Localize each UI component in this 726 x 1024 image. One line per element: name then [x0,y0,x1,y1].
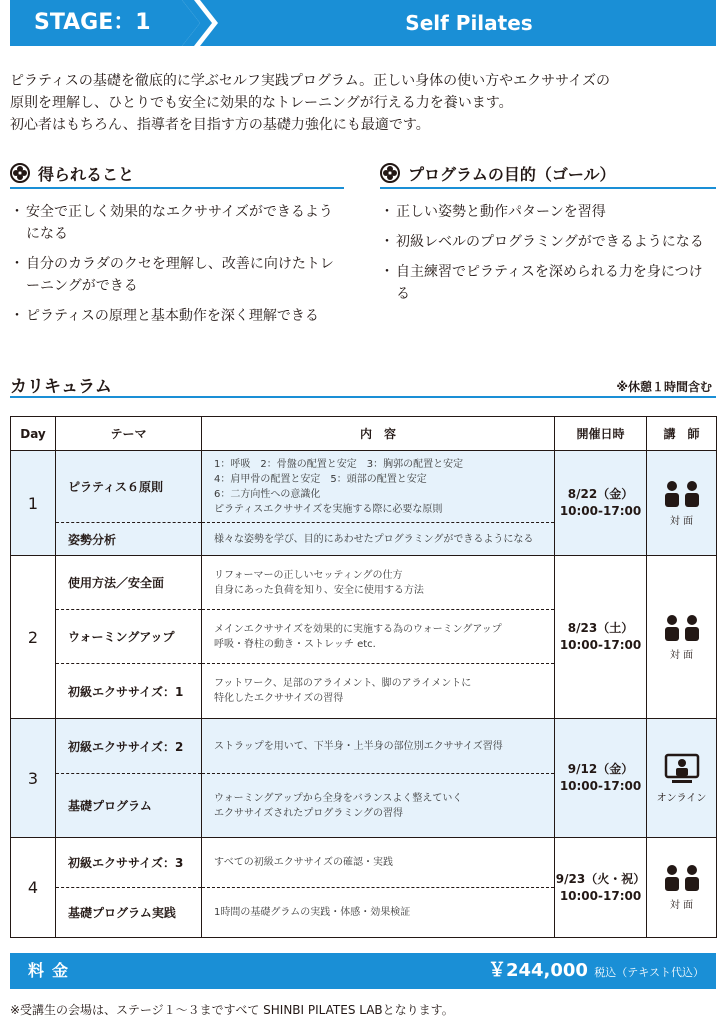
benefits-title: 得られること [38,164,135,184]
curriculum-header [10,372,716,398]
list-item: ・ ピラティスの原理と基本動作を深く理解できる [10,305,344,327]
instructor-cell: 対 面 [647,838,717,938]
day-number: 1 [11,451,56,556]
content-cell: 様々な姿勢を学び、目的にあわせたプログラミングができるようになる [202,523,555,556]
theme-cell: ピラティス６原則 [56,451,202,523]
theme-cell: 基礎プログラム実践 [56,888,202,938]
fee-price-block [488,953,704,991]
break-note: ※休憩１時間含む [616,380,712,394]
table-header-row [11,417,717,451]
two-people-icon [662,864,702,892]
benefits-section [10,163,344,335]
header-instructor: 講 師 [647,417,717,451]
bullet: ・ [380,234,394,250]
fee-price: ￥244,000 [487,960,588,981]
intro-text [10,70,716,136]
curriculum-table [10,416,717,938]
table-row [11,451,717,523]
day-number: 2 [11,556,56,719]
fee-tax-note: 税込（テキスト代込） [594,966,704,979]
content-cell: すべての初級エクササイズの確認・実践 [202,838,555,888]
curriculum-title: カリキュラム [10,377,112,397]
theme-cell: ウォーミングアップ [56,610,202,664]
two-people-icon [662,480,702,508]
day-number: 4 [11,838,56,938]
venue-footnote: ※受講生の会場は、ステージ１〜３まですべて SHINBI PILATES LABとなります。 [10,1003,454,1017]
list-item: ・ 自分のカラダのクセを理解し、改善に向けたトレーニングができる [10,253,344,297]
date-cell: 9/23（火・祝） 10:00-17:00 [555,838,647,938]
instructor-cell: 対 面 [647,451,717,556]
goals-section [380,163,716,313]
content-cell: メインエクササイズを効果的に実施する為のウォーミングアップ 呼吸・脊柱の動き・ストレッチ etc. [202,610,555,664]
chevron-right-icon [182,0,222,46]
list-item: ・ 正しい姿勢と動作パターンを習得 [380,201,716,223]
intro-line: 初心者はもちろん、指導者を目指す方の基礎力強化にも最適です。 [10,117,430,133]
day-number: 3 [11,719,56,838]
intro-line: 原則を理解し、ひとりでも安全に効果的なトレーニングが行える力を養います。 [10,95,513,111]
list-item: ・ 初級レベルのプログラミングができるようになる [380,231,716,253]
two-people-icon [662,614,702,642]
table-row [11,838,717,888]
instructor-cell: 対 面 [647,556,717,719]
bullet: ・ [380,264,394,280]
header-date: 開催日時 [555,417,647,451]
header-day: Day [11,417,56,451]
content-cell: リフォーマーの正しいセッティングの仕方 自身にあった負荷を知り、安全に使用する方法 [202,556,555,610]
header-content: 内 容 [202,417,555,451]
goals-list [380,201,716,305]
stage-label: STAGE：1 [10,0,200,46]
date-cell: 9/12（金） 10:00-17:00 [555,719,647,838]
goals-title: プログラムの目的（ゴール） [408,164,616,184]
theme-cell: 初級エクササイズ：3 [56,838,202,888]
fee-bar [10,953,716,989]
instructor-cell: オンライン [647,719,717,838]
content-cell: フットワーク、足部のアライメント、脚のアライメントに 特化したエクササイズの習得 [202,664,555,719]
header-theme: テーマ [56,417,202,451]
content-cell: 1：呼吸 2：骨盤の配置と安定 3：胸郭の配置と安定 4：肩甲骨の配置と安定 5：頭部の配置と安定 6：二方向性への意識化 ピラティスエクササイズを実施する際に必要な原則 [202,451,555,523]
table-row [11,556,717,610]
bullet: ・ [10,308,24,324]
flower-icon [380,163,400,183]
intro-line: ピラティスの基礎を徹底的に学ぶセルフ実践プログラム。正しい身体の使い方やエクササイズの [10,73,611,89]
bullet: ・ [10,204,24,220]
benefits-list [10,201,344,327]
content-cell: ストラップを用いて、下半身・上半身の部位別エクササイズ習得 [202,719,555,774]
theme-cell: 初級エクササイズ：1 [56,664,202,719]
bullet: ・ [10,256,24,272]
stage-header [10,0,716,46]
theme-cell: 基礎プログラム [56,774,202,838]
flower-icon [10,163,30,183]
content-cell: 1時間の基礎グラムの実践・体感・効果検証 [202,888,555,938]
theme-cell: 使用方法／安全面 [56,556,202,610]
theme-cell: 初級エクササイズ：2 [56,719,202,774]
program-title: Self Pilates [405,11,533,35]
theme-cell: 姿勢分析 [56,523,202,556]
list-item: ・ 自主練習でピラティスを深められる力を身につける [380,261,716,305]
date-cell: 8/22（金） 10:00-17:00 [555,451,647,556]
monitor-person-icon [664,753,700,785]
bullet: ・ [380,204,394,220]
list-item: ・ 安全で正しく効果的なエクササイズができるようになる [10,201,344,245]
table-row [11,719,717,774]
date-cell: 8/23（土） 10:00-17:00 [555,556,647,719]
fee-label: 料金 [28,961,77,980]
content-cell: ウォーミングアップから全身をバランスよく整えていく エクササイズされたプログラミングの習得 [202,774,555,838]
